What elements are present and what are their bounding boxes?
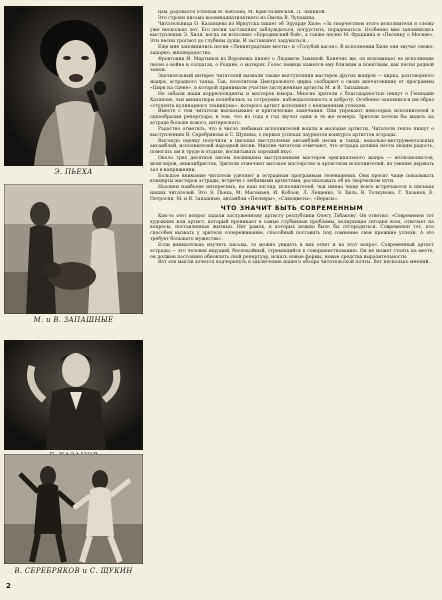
- article-text: [150, 10, 434, 590]
- paragraph: Вот эти мысли хочется подчеркнуть в заключение нашего обзора читательской почты. Вот несколько мнений.: [158, 260, 431, 266]
- paragraph: Еще мне запомнились песни «Ленинградские мосты» и «Голубой вагон». В исполнении Хиля они звучат свежо, задорно, жизнерадостно.: [150, 45, 434, 56]
- photo-khazanov: [4, 340, 143, 450]
- paragraph: Большое внимание читатели уделяют и эстрадным программам телевидения. Они просят чаще показывать концерты мастеров эстрады, встречи с любимыми артистами, рассказывать об их творческом пути.: [150, 173, 434, 185]
- paragraph: Если внимательно изучить письма, то можно увидеть в них ответ и на этот вопрос. Современный артист эстрады — это человек ищущий, беспокойный, стремящийся к совершенствованию. Он не может стоять на месте, он должен постоянно обновлять свой репертуар, искать новые формы, новые средства выразительности.: [150, 242, 434, 260]
- caption-serebryakov-shchukin: В. СЕРЕБРЯКОВ и С. ЩУКИН: [14, 567, 133, 575]
- paragraph: Фронтовик И. Мартынов из Воронежа пишет о Людмиле Зыкиной. Конечно же, он вспоминает ее исполнение песен о войне и солдатах, о Родине, о матерях. Голос певицы кажется ему близким и понятным, как песня родной земли.: [150, 56, 434, 74]
- paragraph: Радостно отметить, что в число любимых исполнителей вошли и молодые артисты. Читатели тепло пишут о выступлениях В. Серебрякова и С. Щукина, о первых успехах лауреатов конкурса артистов эстрады.: [150, 126, 434, 138]
- paragraph: Читательница О. Казанцева из Иркутска пишет об Эдуарде Хиле: «За творчеством этого исполнителя я слежу уже несколько лет. Его песни заставляют заблуждаться, погрустить, порадоваться. Особенно мне запомнились выступления Э. Хиля, когда он исполнил «Бородинский бой», а также песню М. Фрадкина и «Песенку о Москве». Эти песни трогают до глубины души. И заставляют задуматься...: [150, 21, 434, 45]
- caption-zapashnye: М. и В. ЗАПАШНЫЕ: [33, 316, 114, 324]
- caption-pieha: Э. ПЬЕХА: [54, 168, 93, 176]
- paragraph: Назовем наиболее интересных, на наш взгляд, исполнителей, чьи имена чаще всего встречаются в письмах наших читателей. Это Э. Пьеха, М. Магомаев, И. Кобзон, Л. Лещенко, Э. Хиль, В. Толкунова, Г. Хазанов, Е. Петросян, М. и В. Запашные, ансамбли «Песняры», «Самоцветы», «Верасы».: [150, 185, 434, 202]
- paragraph: цам, радовался успехам И. Кобзона, М. Кристалинской, Л. Зыкиной.: [158, 10, 326, 15]
- paragraph: Значительный интерес читателей вызвали также выступления мастеров других жанров — цирка, разговорного жанра, эстрадного танца. Так, посетители Центрального цирка сообщают о своих впечатлениях от программы «Цирк на сцене», в которой принимали участие заслуженные артисты М. и В. Запашные.: [150, 74, 434, 91]
- paragraph: Как-то этот вопрос задали заслуженному артисту республики Олегу Табакову. Он ответил: «Современен тот художник или артист, который проникает в самые глубинные проблемы, волнующие сегодня всех, отвечает на вопросы, поставленные жизнью. Нет рамок, в которых можно было бы отгородиться. Современен тот, кто способен вызвать у зрителя сопереживание, способный поставить под сомнение свои прежние успехи. А это требует большого мужества».: [150, 213, 434, 243]
- paragraph: Не забыли наши корреспонденты и мастеров юмора. Многие зрители с благодарностью пишут о Геннадии Хазанове, чьи миниатюры полюбились за остроумие, наблюдательность и доброту. Особенно запомнился им образ «студента кулинарного техникума», которого артист исполняет с неизменным успехом.: [150, 91, 434, 109]
- page-number: 2: [6, 582, 11, 590]
- photo-zapashnye: [4, 184, 143, 314]
- photo-pieha: [4, 6, 143, 166]
- paragraph: Это строки письма восемнадцатилетнего из Омска В. Чупахина.: [158, 15, 316, 21]
- section-heading: ЧТО ЗНАЧИТ БЫТЬ СОВРЕМЕННЫМ: [220, 204, 364, 212]
- photo-column: [0, 0, 146, 600]
- paragraph: Высокую оценку получили в письмах выступления ансамблей песни и танца, вокально-инструментальных ансамблей, исполнителей народной песни. Многие читатели отмечают, что эстрада должна нести людям радость, помогать им в труде и отдыхе, воспитывать хороший вкус.: [150, 138, 434, 156]
- paragraph: Вместе с тем читатели высказывают и критические замечания. Они упрекают некоторых исполнителей в однообразии репертуара, в том, что из года в год звучат одни и те же номера. Зрители хотели бы видеть на эстраде больше нового, интересного.: [150, 109, 434, 127]
- paragraph: Около трех десятков писем посвящены выступлениям мастеров оригинального жанра — иллюзионистов, жонглеров, эквилибристов. Зрители отмечают высокое мастерство и артистизм исполнителей, их умение держать зал в напряжении.: [150, 156, 434, 173]
- photo-serebryakov-shchukin: [4, 454, 143, 564]
